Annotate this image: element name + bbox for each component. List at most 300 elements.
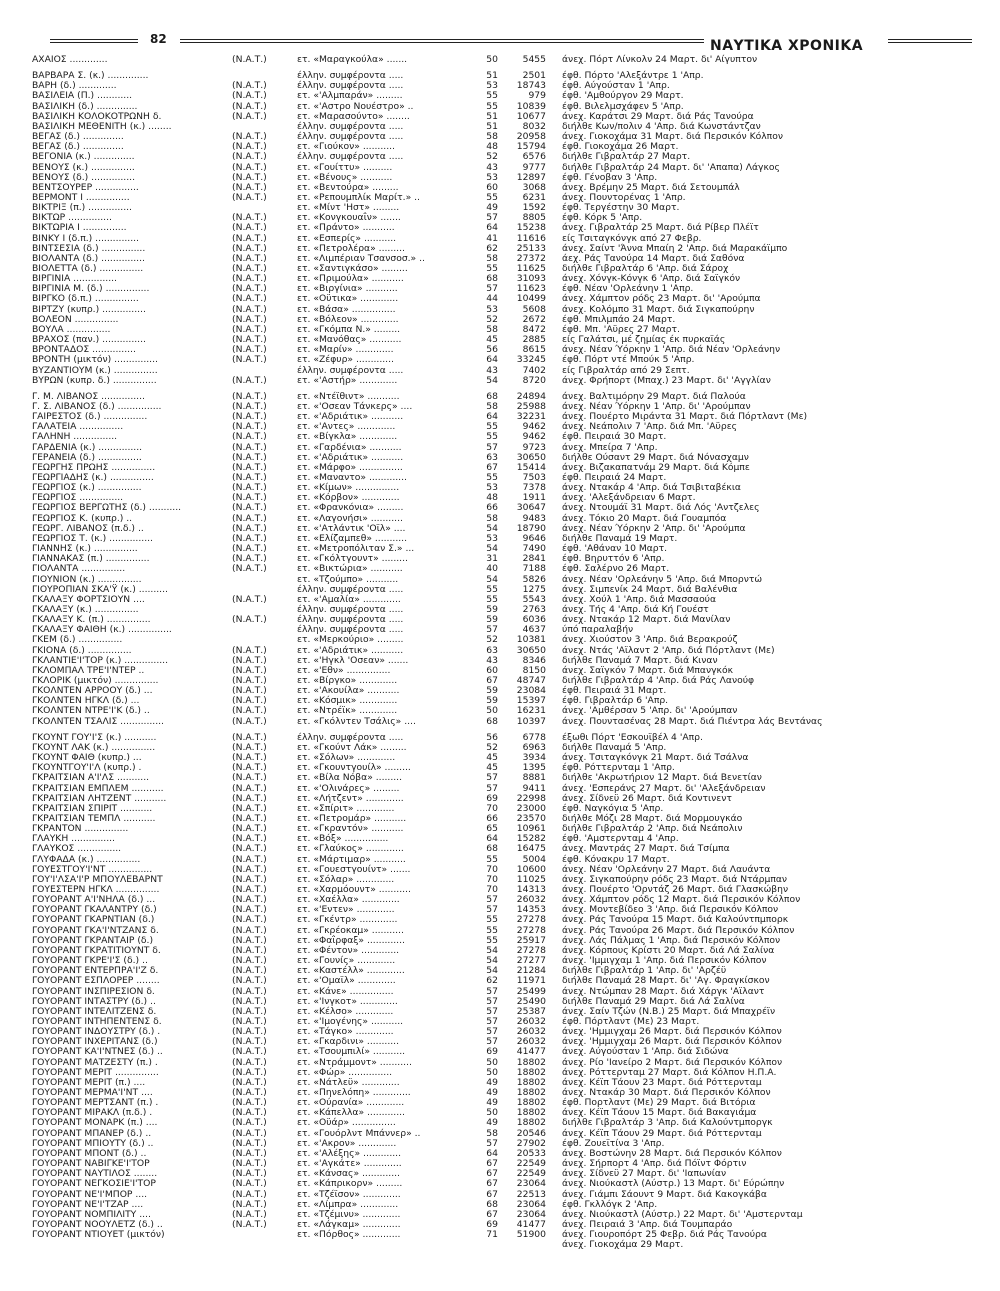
manager: ετ. «Γκούντ Λάκ» ......... bbox=[297, 741, 407, 753]
tonnage: 2672 bbox=[522, 313, 546, 325]
tonnage: 15397 bbox=[516, 695, 546, 707]
tonnage: 9462 bbox=[522, 421, 546, 433]
manager: ετ. «Ούρανία» ............. bbox=[297, 1097, 405, 1109]
manager: ετ. «'Αλμπαράν» ......... bbox=[297, 90, 403, 102]
position: άνεχ. Βρέμην 25 Μαρτ. διά Σετουμπάλ bbox=[562, 181, 740, 193]
ship-name: ΓΚΟΥΝΤ ΛΑΚ (κ.) ............... bbox=[32, 741, 156, 753]
flag-note: (Ν.Α.Τ.) bbox=[232, 492, 267, 504]
year-built: 50 bbox=[486, 54, 498, 65]
flag-note: (Ν.Α.Τ.) bbox=[232, 374, 267, 386]
position: άνεχ. Μπείρα 7 'Απρ. bbox=[562, 441, 658, 453]
flag-note: (Ν.Α.Τ.) bbox=[232, 222, 267, 234]
tonnage: 11971 bbox=[516, 975, 546, 987]
manager: ετ. «Πετρολέρα» ......... bbox=[297, 242, 405, 254]
position: άνεχ. 'Ημμιγχαμ 26 Μαρτ. διά Περσικόν Κόλπον bbox=[562, 1036, 782, 1048]
position: άνεχ. Ντακάρ 4 'Απρ. διά Τσιβιταβέκια bbox=[562, 482, 741, 494]
ship-name: ΒΙΚΤΩΡ ............... bbox=[32, 212, 112, 224]
manager: ετ. «'Αστρο Νουέστρο» .. bbox=[297, 100, 414, 112]
flag-note: (Ν.Α.Τ.) bbox=[232, 975, 267, 987]
year-built: 57 bbox=[486, 782, 498, 794]
tonnage: 2501 bbox=[522, 70, 546, 82]
year-built: 68 bbox=[486, 1198, 498, 1210]
flag-note: (Ν.Α.Τ.) bbox=[232, 283, 267, 295]
position: έφθ. Μπ. 'Αϋρες 27 Μαρτ. bbox=[562, 323, 680, 335]
manager: έλλην. συμφέροντα ..... bbox=[297, 603, 404, 615]
position: διήλθε Γιβραλτάρ 4 'Απρ. διά Ράς Λανούφ bbox=[562, 675, 755, 686]
ship-name: ΓΟΥΟΡΑΝΤ ΜΕΡΜΑ'Ι'ΝΤ .... bbox=[32, 1087, 153, 1098]
ship-name: ΓΑΡΔΕΝΙΑ (κ.) ............... bbox=[32, 441, 143, 453]
position: έφθ. Πόρτο 'Αλεξάντρε 1 'Απρ. bbox=[562, 70, 704, 82]
table-row bbox=[32, 1239, 972, 1250]
flag-note: (Ν.Α.Τ.) bbox=[232, 1056, 267, 1068]
year-built: 49 bbox=[486, 202, 498, 214]
year-built: 58 bbox=[486, 1127, 498, 1139]
position: διήλθε Παναμά 28 Μαρτ. δι' 'Αγ. Φραγκίσκον bbox=[562, 975, 770, 987]
table-row bbox=[32, 716, 972, 727]
position: άνεχ. Ντακάρ 30 Μαρτ. διά Περσικόν Κόλπον bbox=[562, 1087, 771, 1098]
year-built: 43 bbox=[486, 161, 498, 173]
ship-name: ΓΚΟΛΝΤΕΝ ΑΡΡΟΟΥ (δ.) ... bbox=[32, 685, 153, 697]
tonnage: 23064 bbox=[516, 1198, 546, 1210]
position: διήλθε Μόζι 28 Μαρτ. διά Μορμουγκάο bbox=[562, 812, 743, 824]
manager: ετ. «Βάσα» ............... bbox=[297, 303, 396, 315]
manager: ετ. «Ρεπουμπλίκ Μαρίτ.» .. bbox=[297, 191, 420, 203]
flag-note: (Ν.Α.Τ.) bbox=[232, 252, 267, 264]
position: έφθ. Νέαν 'Ορλεάνην 1 'Απρ. bbox=[562, 283, 694, 295]
year-built: 67 bbox=[486, 461, 498, 473]
year-built: 55 bbox=[486, 934, 498, 946]
tonnage: 51900 bbox=[516, 1229, 546, 1241]
tonnage: 9646 bbox=[522, 532, 546, 544]
year-built: 68 bbox=[486, 273, 498, 285]
tonnage: 3068 bbox=[522, 181, 546, 193]
manager: έλλην. συμφέροντα ..... bbox=[297, 151, 404, 163]
ship-name: ΓΟΥΟΡΑΝΤ Α'Ι'ΝΗΛΑ (δ.) ... bbox=[32, 894, 156, 906]
flag-note: (Ν.Α.Τ.) bbox=[232, 792, 267, 804]
position: έφθ. Πειραιά 30 Μαρτ. bbox=[562, 431, 667, 443]
flag-note: (Ν.Α.Τ.) bbox=[232, 161, 267, 173]
manager: ετ. «Γλαύκος» ............. bbox=[297, 843, 404, 855]
position: άνεχ. Χάμπτον ρόδς 23 Μαρτ. δι' 'Αρούμπα bbox=[562, 293, 761, 305]
manager: ετ. «Βεντούρα» ......... bbox=[297, 181, 399, 193]
tonnage: 27277 bbox=[516, 955, 546, 967]
position: άνεχ. Πόρτ Λίνκολν 24 Μαρτ. δι' Αίγυπτον bbox=[562, 54, 758, 65]
manager: ετ. «'Ηγκλ 'Οσεαν» ....... bbox=[297, 654, 409, 666]
manager: ετ. «'Αμαλία» ............. bbox=[297, 593, 401, 605]
manager: ετ. «Κάνσας» ............. bbox=[297, 1168, 400, 1180]
position: άνεχ. Κολόμπο 31 Μαρτ. διά Σιγκαπούρην bbox=[562, 303, 755, 315]
tonnage: 5826 bbox=[522, 573, 546, 585]
ship-name: ΓΟΥΟΡΑΝΤ ΜΠΙΟΥΤΥ (δ.) .. bbox=[32, 1137, 154, 1149]
position: διήλθε Γιβραλτάρ 27 Μαρτ. bbox=[562, 151, 691, 163]
flag-note: (Ν.Α.Τ.) bbox=[232, 1097, 267, 1109]
year-built: 59 bbox=[486, 695, 498, 707]
ship-name: ΒΡΟΝΤΑΔΟΣ ............... bbox=[32, 344, 136, 356]
tonnage: 15238 bbox=[516, 222, 546, 234]
tonnage: 18802 bbox=[516, 1097, 546, 1109]
manager: ετ. «Κόρβον» ............. bbox=[297, 492, 400, 504]
manager: ετ. «Ντέϊθιντ» ........... bbox=[297, 390, 400, 402]
year-built: 49 bbox=[486, 1087, 498, 1098]
manager: ετ. «Μερκούριο» ......... bbox=[297, 634, 404, 646]
tonnage: 27278 bbox=[516, 944, 546, 956]
flag-note: (Ν.Α.Τ.) bbox=[232, 664, 267, 676]
tonnage: 11025 bbox=[516, 873, 546, 885]
manager: ετ. «Γουόρλντ Μπάννερ» .. bbox=[297, 1127, 421, 1139]
flag-note: (Ν.Α.Τ.) bbox=[232, 273, 267, 285]
manager: ετ. «Σαντιγκάσο» ......... bbox=[297, 263, 408, 274]
ship-name: ΓΚΑΛΑΞΥ Κ. (π.) ............... bbox=[32, 614, 151, 626]
flag-note: (Ν.Α.Τ.) bbox=[232, 344, 267, 356]
ship-name: ΓΕΩΡΓΙΟΣ ΒΕΡΓΩΤΗΣ (δ.) ........... bbox=[32, 502, 182, 514]
ship-name: ΓΟΥΟΡΑΝΤ ΜΠΑΝΕΡ (δ.) .. bbox=[32, 1127, 152, 1139]
year-built: 55 bbox=[486, 914, 498, 926]
flag-note: (Ν.Α.Τ.) bbox=[232, 181, 267, 193]
manager: ετ. «Γουνίς» ............. bbox=[297, 955, 396, 967]
manager: ετ. «Λίμπρα» ............. bbox=[297, 1198, 399, 1210]
tonnage: 20958 bbox=[516, 131, 546, 143]
ship-name: ΓΕΩΡΓΙΟΣ (κ.) ............... bbox=[32, 482, 142, 494]
ship-name: ΓΟΥΟΡΑΝΤ ΙΝΤΗΠΕΝΤΕΝΣ δ. bbox=[32, 1015, 162, 1027]
manager: ετ. «'Αδριάτικ» ........... bbox=[297, 411, 404, 423]
manager: ετ. «Κέλσο» ............. bbox=[297, 1005, 394, 1017]
flag-note: (Ν.Α.Τ.) bbox=[232, 421, 267, 433]
year-built: 51 bbox=[486, 70, 498, 82]
year-built: 62 bbox=[486, 242, 498, 254]
position: διήλθε Γιβραλτάρ 1 'Απρ. δι' 'Αρζέϋ bbox=[562, 965, 727, 977]
tonnage: 41477 bbox=[516, 1218, 546, 1230]
manager: ετ. «Κόσμικ» ............. bbox=[297, 695, 398, 707]
year-built: 55 bbox=[486, 90, 498, 102]
header-rule-middle bbox=[180, 39, 704, 43]
year-built: 50 bbox=[486, 1107, 498, 1119]
tonnage: 10600 bbox=[516, 863, 546, 875]
year-built: 71 bbox=[486, 1229, 498, 1241]
manager: ετ. «Βένους» ........... bbox=[297, 171, 393, 183]
tonnage: 48747 bbox=[516, 675, 546, 686]
year-built: 57 bbox=[486, 1015, 498, 1027]
ship-name: ΒΟΥΛΑ ............... bbox=[32, 323, 111, 335]
manager: ετ. «Φέντον» ............. bbox=[297, 944, 400, 956]
ship-name: ΓΟΥΟΡΑΝΤ ΜΠΟΝΤ (δ.) .. bbox=[32, 1147, 147, 1159]
tonnage: 22549 bbox=[516, 1158, 546, 1170]
flag-note: (Ν.Α.Τ.) bbox=[232, 1188, 267, 1200]
ship-name: ΓΟΥΟΡΑΝΤ ΝΕ'Ι'ΜΠΟΡ .... bbox=[32, 1188, 148, 1200]
position: άνεχ. Σαϊγκόν 7 Μαρτ. διά Μπανγκόκ bbox=[562, 664, 733, 676]
flag-note: (Ν.Α.Τ.) bbox=[232, 532, 267, 544]
tonnage: 22549 bbox=[516, 1168, 546, 1180]
ship-name: ΓΟΥΟΡΑΝΤ ΜΕΡΤΣΑΝΤ (π.) . bbox=[32, 1097, 159, 1109]
ship-name: ΒΕΓΑΣ (δ.) .............. bbox=[32, 131, 124, 143]
year-built: 70 bbox=[486, 802, 498, 814]
manager: ετ. «Γιούκον» ........... bbox=[297, 141, 395, 153]
flag-note: (Ν.Α.Τ.) bbox=[232, 1208, 267, 1220]
flag-note: (Ν.Α.Τ.) bbox=[232, 171, 267, 183]
manager: έλλην. συμφέροντα ..... bbox=[297, 80, 404, 92]
ship-name: ΓΟΥΟΡΑΝΤ ΝΤΙΟΥΕΤ (μικτόν) bbox=[32, 1229, 165, 1241]
position: άνεχ. Κέϊπ Τάουν 23 Μαρτ. διά Ρόττερνταμ bbox=[562, 1076, 762, 1088]
ship-name: ΒΕΡΜΟΝΤ Ι ............... bbox=[32, 191, 130, 203]
manager: ετ. «Λήτζεντ» ............. bbox=[297, 792, 404, 804]
manager: ετ. «Κίμων» ............... bbox=[297, 482, 400, 494]
position: διήλθε Γιβραλτάρ 6 'Απρ. διά Σάροχ bbox=[562, 263, 729, 274]
position: άνεχ. Βιζακαπατνάμ 29 Μαρτ. διά Κόμπε bbox=[562, 461, 750, 473]
tonnage: 7402 bbox=[522, 364, 546, 376]
table-row bbox=[32, 54, 972, 65]
year-built: 67 bbox=[486, 1158, 498, 1170]
position: άνεχ. Χούλ 1 'Απρ. διά Μασσαούα bbox=[562, 593, 717, 605]
year-built: 53 bbox=[486, 80, 498, 92]
ship-name: ΒΕΝΤΣΟΥΡΕΡ ............... bbox=[32, 181, 139, 193]
year-built: 70 bbox=[486, 884, 498, 895]
flag-note: (Ν.Α.Τ.) bbox=[232, 833, 267, 845]
tonnage: 18802 bbox=[516, 1107, 546, 1119]
year-built: 60 bbox=[486, 181, 498, 193]
flag-note: (Ν.Α.Τ.) bbox=[232, 1036, 267, 1048]
manager: ετ. «Γκουντγουίλ» ......... bbox=[297, 762, 411, 774]
flag-note: (Ν.Α.Τ.) bbox=[232, 884, 267, 895]
manager: ετ. «Τζέμινυ» ............. bbox=[297, 1208, 401, 1220]
ship-name: ΓΚΟΥΝΤ ΦΑΙΘ (κυπρ.) ... bbox=[32, 752, 142, 764]
manager: ετ. «'Οσεαν Τάνκερς» .... bbox=[297, 400, 413, 412]
flag-note: (Ν.Α.Τ.) bbox=[232, 90, 267, 102]
ship-name: ΒΙΡΓΙΝΙΑ ............... bbox=[32, 273, 117, 285]
position: άνεχ. Τόκιο 20 Μαρτ. διά Γουαμπόα bbox=[562, 512, 727, 524]
manager: ετ. «Λιμπέριαν Τσανσοσ.» .. bbox=[297, 252, 425, 264]
tonnage: 1275 bbox=[522, 583, 546, 595]
tonnage: 5004 bbox=[522, 853, 546, 865]
flag-note: (Ν.Α.Τ.) bbox=[232, 752, 267, 764]
flag-note: (Ν.Α.Τ.) bbox=[232, 914, 267, 926]
ship-name: ΒΕΝΟΥΣ (δ.) ............... bbox=[32, 171, 135, 183]
tonnage: 1395 bbox=[522, 762, 546, 774]
ship-name: ΒΥΖΑΝΤΙΟΥΜ (κ.) ............... bbox=[32, 364, 158, 376]
tonnage: 22998 bbox=[516, 792, 546, 804]
position: έφθ. Μπιλμπάο 24 Μαρτ. bbox=[562, 313, 676, 325]
year-built: 49 bbox=[486, 1076, 498, 1088]
manager: ετ. «Βίλα Νόβα» ......... bbox=[297, 772, 403, 784]
flag-note: (Ν.Α.Τ.) bbox=[232, 1066, 267, 1078]
tonnage: 9411 bbox=[522, 782, 546, 794]
manager: ετ. «Τζούμπο» ........... bbox=[297, 573, 399, 585]
manager: ετ. «Βόξ» ............... bbox=[297, 833, 389, 845]
position: έφθ. Γιοκοχάμα 26 Μαρτ. bbox=[562, 141, 679, 153]
position: άνεχ. Χόνγκ-Κόνγκ 6 'Απρ. διά Σαϊγκόν bbox=[562, 273, 741, 285]
ship-name: ΓΟΥΟΡΑΝΤ ΜΕΡΙΤ (π.) .... bbox=[32, 1076, 146, 1088]
manager: ετ. «Μετροπόλιταν Σ.» ... bbox=[297, 543, 415, 555]
tonnage: 8032 bbox=[522, 120, 546, 132]
flag-note: (Ν.Α.Τ.) bbox=[232, 863, 267, 875]
manager: ετ. «Γουεστγουίντ» ....... bbox=[297, 863, 411, 875]
ship-name: ΓΚΑΛΑΞΥ (κ.) ............... bbox=[32, 603, 139, 615]
ship-name: ΓΟΥΟΡΑΝΤ ΝΟΜΠΙΛΙΤΥ .... bbox=[32, 1208, 151, 1220]
ship-name: ΒΑΣΙΛΙΚΗ (δ.) .............. bbox=[32, 100, 138, 112]
tonnage: 10397 bbox=[516, 715, 546, 727]
year-built: 50 bbox=[486, 705, 498, 717]
tonnage: 6231 bbox=[522, 191, 546, 203]
flag-note: (Ν.Α.Τ.) bbox=[232, 1046, 267, 1058]
flag-note: (Ν.Α.Τ.) bbox=[232, 303, 267, 315]
position: άνεχ. Πουντορένας 1 'Απρ. bbox=[562, 191, 686, 203]
position: άνεχ. Νέαν 'Ορλεάνην 27 Μαρτ. διά Λαυάντα bbox=[562, 863, 771, 875]
ship-name: ΓΟΥΕΣΤΕΡΝ ΗΓΚΛ ............... bbox=[32, 884, 160, 895]
year-built: 70 bbox=[486, 873, 498, 885]
year-built: 40 bbox=[486, 563, 498, 575]
year-built: 52 bbox=[486, 741, 498, 753]
ship-name: ΓΚΟΛΝΤΕΝ ΝΤΡΕ'Ι'Κ (δ.) .. bbox=[32, 705, 150, 717]
ship-name: ΓΙΑΝΝΗΣ (κ.) ............... bbox=[32, 543, 138, 555]
year-built: 64 bbox=[486, 1147, 498, 1159]
position: άνεχ. 'Αλεξάνδρειαν 6 Μαρτ. bbox=[562, 492, 696, 504]
position: άνεχ. Ρίο 'Ιανείρο 2 Μαρτ. διά Περσικόν Κόλπον bbox=[562, 1056, 783, 1068]
tonnage: 18802 bbox=[516, 1066, 546, 1078]
ship-name: ΓΟΥΟΡΑΝΤ ΓΚΡΑΝΤΑΙΡ (δ.) bbox=[32, 934, 154, 946]
year-built: 50 bbox=[486, 1056, 498, 1068]
ship-name: ΒΙΝΚΥ Ι (δ.π.) ............... bbox=[32, 232, 139, 244]
manager: ετ. «'Αδριάτικ» ........... bbox=[297, 451, 404, 463]
flag-note: (Ν.Α.Τ.) bbox=[232, 1198, 267, 1210]
flag-note: (Ν.Α.Τ.) bbox=[232, 705, 267, 717]
ship-name: ΑΧΑΙΟΣ ............. bbox=[32, 54, 108, 65]
manager: ετ. «'Ομαϊλ» ............. bbox=[297, 975, 396, 987]
ship-name: ΒΑΡΒΑΡΑ Σ. (κ.) .............. bbox=[32, 70, 149, 82]
ship-name: ΓΕΡΑΝΕΙΑ (δ.) ............... bbox=[32, 451, 142, 463]
manager: ετ. «Μάρφο» ............... bbox=[297, 461, 403, 473]
flag-note: (Ν.Α.Τ.) bbox=[232, 313, 267, 325]
year-built: 57 bbox=[486, 1026, 498, 1038]
tonnage: 8805 bbox=[522, 212, 546, 224]
position: άνεχ. Γιβραλτάρ 25 Μαρτ. διά Ρίβερ Πλέϊτ bbox=[562, 222, 759, 234]
manager: ετ. «Σόλων» ............. bbox=[297, 752, 396, 764]
manager: ετ. «Πετρομάρ» ........... bbox=[297, 812, 407, 824]
year-built: 64 bbox=[486, 354, 498, 366]
tonnage: 14353 bbox=[516, 904, 546, 916]
year-built: 53 bbox=[486, 532, 498, 544]
flag-note: (Ν.Α.Τ.) bbox=[232, 263, 267, 274]
tonnage: 6036 bbox=[522, 614, 546, 626]
flag-note: (Ν.Α.Τ.) bbox=[232, 191, 267, 203]
manager: ετ. «'Ολινάρες» ......... bbox=[297, 782, 400, 794]
manager: ετ. «Νάτλεϋ» ............. bbox=[297, 1076, 400, 1088]
tonnage: 20546 bbox=[516, 1127, 546, 1139]
position: άνεχ. 'Ημμιγχαμ 26 Μαρτ. διά Περσικόν Κόλπον bbox=[562, 1026, 782, 1038]
page-title: ΝΑΥΤΙΚΑ ΧΡΟΝΙΚΑ bbox=[710, 38, 864, 54]
manager: έλλην. συμφέροντα ..... bbox=[297, 131, 404, 143]
manager: ετ. «Μαρασούντο» ........ bbox=[297, 110, 410, 122]
manager: ετ. «Χαέλλα» ............. bbox=[297, 894, 400, 906]
manager: ετ. «'Ιμογένης» ........... bbox=[297, 1015, 404, 1027]
flag-note: (Ν.Α.Τ.) bbox=[232, 390, 267, 402]
tonnage: 6963 bbox=[522, 741, 546, 753]
flag-note: (Ν.Α.Τ.) bbox=[232, 965, 267, 977]
position: είς Τσιταγκόνγκ από 27 Φεβρ. bbox=[562, 232, 702, 244]
tonnage: 10499 bbox=[516, 293, 546, 305]
position: άνεχ. Νέαν 'Ορλεάνην 5 'Απρ. διά Μπορντώ bbox=[562, 573, 763, 585]
position: διήλθε Γιβραλτάρ 24 Μαρτ. δι' 'Απαπα) Λάγκος bbox=[562, 161, 780, 173]
manager: ετ. «Λάγκαμ» ............. bbox=[297, 1218, 401, 1230]
ship-name: ΓΟΥΟΡΑΝΤ ΝΕ'Ι'ΤΖΑΡ .... bbox=[32, 1198, 144, 1210]
position: άνεχ. Ντώμπαν 28 Μαρτ. διά Χάργκ 'Αϊλαντ bbox=[562, 985, 765, 997]
year-built: 52 bbox=[486, 151, 498, 163]
ship-name: ΓΕΩΡΓ. ΛΙΒΑΝΟΣ (π.δ.) .. bbox=[32, 522, 144, 534]
flag-note: (Ν.Α.Τ.) bbox=[232, 985, 267, 997]
position: έφθ. Σαλέρνο 26 Μαρτ. bbox=[562, 563, 670, 575]
year-built: 59 bbox=[486, 603, 498, 615]
position: έφθ. Ναγκόγια 5 'Απρ. bbox=[562, 802, 664, 814]
position: άνεχ. Ντακάρ 12 Μαρτ. διά Μανίλαν bbox=[562, 614, 731, 626]
tonnage: 15414 bbox=[516, 461, 546, 473]
position: άνεχ. 'Εσπεράνς 27 Μαρτ. δι' 'Αλεξάνδρειαν bbox=[562, 782, 766, 794]
ship-name: ΓΕΩΡΓΙΟΣ Κ. (κυπρ.) .. bbox=[32, 512, 133, 524]
ship-name: ΒΙΚΤΩΡΙΑ Ι ............... bbox=[32, 222, 127, 234]
position: έφθ. 'Αμστερνταμ 4 'Απρ. bbox=[562, 833, 679, 845]
ship-name: ΓΙΟΛΑΝΤΑ ............... bbox=[32, 563, 126, 575]
year-built: 63 bbox=[486, 451, 498, 463]
flag-note: (Ν.Α.Τ.) bbox=[232, 812, 267, 824]
manager: ετ. «Μαναντο» ............. bbox=[297, 472, 407, 483]
year-built: 54 bbox=[486, 965, 498, 977]
manager: έλλην. συμφέροντα ..... bbox=[297, 364, 404, 376]
tonnage: 33245 bbox=[516, 354, 546, 366]
flag-note: (Ν.Α.Τ.) bbox=[232, 242, 267, 254]
year-built: 53 bbox=[486, 482, 498, 494]
tonnage: 10839 bbox=[516, 100, 546, 112]
tonnage: 27902 bbox=[516, 1137, 546, 1149]
tonnage: 5543 bbox=[522, 593, 546, 605]
year-built: 54 bbox=[486, 573, 498, 585]
manager: ετ. «Βικτώρια» ........... bbox=[297, 563, 403, 575]
manager: ετ. «Μαραγκούλα» ....... bbox=[297, 54, 408, 65]
position: έφθ. Βηρυττόν 6 'Απρ. bbox=[562, 553, 665, 565]
position: άνεχ. 'Αμθέρσαν 5 'Απρ. δι' 'Αρούμπαν bbox=[562, 705, 738, 717]
tonnage: 3934 bbox=[522, 752, 546, 764]
position: διήλθε Ούσαντ 29 Μαρτ. διά Νόνασχαμν bbox=[562, 451, 749, 463]
flag-note: (Ν.Α.Τ.) bbox=[232, 1076, 267, 1088]
tonnage: 8720 bbox=[522, 374, 546, 386]
ship-name: ΓΟΥΕΣΤΓΟΥ'Ι'ΝΤ ............... bbox=[32, 863, 153, 875]
manager: ετ. «Εσπερίς» ........... bbox=[297, 232, 397, 244]
tonnage: 16475 bbox=[516, 843, 546, 855]
position: άνεχ. Ντάς 'Αϊλαντ 2 'Απρ. διά Πόρτλαντ (Με) bbox=[562, 644, 775, 656]
position: έφθ. Πορτλαντ (Με) 29 Μαρτ. διά Βιτόρια bbox=[562, 1097, 756, 1109]
flag-note: (Ν.Α.Τ.) bbox=[232, 502, 267, 514]
ship-name: ΓΚΡΑΙΤΣΙΑΝ Α'Ι'ΛΣ ........... bbox=[32, 772, 150, 784]
position: διήλθε Παναμά 29 Μαρτ. διά Λά Σαλίνα bbox=[562, 995, 745, 1007]
year-built: 54 bbox=[486, 522, 498, 534]
ship-name: ΓΛΑΥΚΗ ............... bbox=[32, 833, 115, 845]
ship-name: ΒΙΟΛΕΤΤΑ (δ.) ............... bbox=[32, 263, 144, 274]
ship-name: ΓΟΥΟΡΑΝΤ ΝΑΥΤΙΛΟΣ ........ bbox=[32, 1168, 158, 1180]
manager: ετ. «Πόρθος» ............. bbox=[297, 1229, 401, 1241]
position: άνεχ. Φρήπορτ (Μπαχ.) 23 Μαρτ. δι' 'Αγγλίαν bbox=[562, 374, 771, 386]
ship-name: ΓΚΡΑΝΤΟΝ ............... bbox=[32, 823, 129, 835]
position: άνεχ. Κέϊπ Τάουν 15 Μαρτ. διά Βακαγιάμα bbox=[562, 1107, 757, 1119]
position: διήλθε Γιβραλτάρ 2 'Απρ. διά Νεάπολιν bbox=[562, 823, 743, 835]
ship-name: ΓΚΛΟΡΙΚ (μικτόν) ............... bbox=[32, 675, 159, 686]
tonnage: 8472 bbox=[522, 323, 546, 335]
ship-name: ΓΟΥΟΡΑΝΤ ΕΣΠΛΟΡΕΡ ........ bbox=[32, 975, 160, 987]
position: έφθ. Ζουεϊτίνα 3 'Απρ. bbox=[562, 1137, 665, 1149]
manager: ετ. «Οϋάρ» ............... bbox=[297, 1117, 396, 1129]
year-built: 63 bbox=[486, 644, 498, 656]
manager: ετ. «Μάρτιμαρ» ........... bbox=[297, 853, 406, 865]
manager: ετ. «Κάνε» ............... bbox=[297, 985, 394, 997]
flag-note: (Ν.Α.Τ.) bbox=[232, 802, 267, 814]
position: διήλθε Παναμά 5 'Απρ. bbox=[562, 741, 667, 753]
year-built: 55 bbox=[486, 583, 498, 595]
tonnage: 9483 bbox=[522, 512, 546, 524]
tonnage: 21284 bbox=[516, 965, 546, 977]
